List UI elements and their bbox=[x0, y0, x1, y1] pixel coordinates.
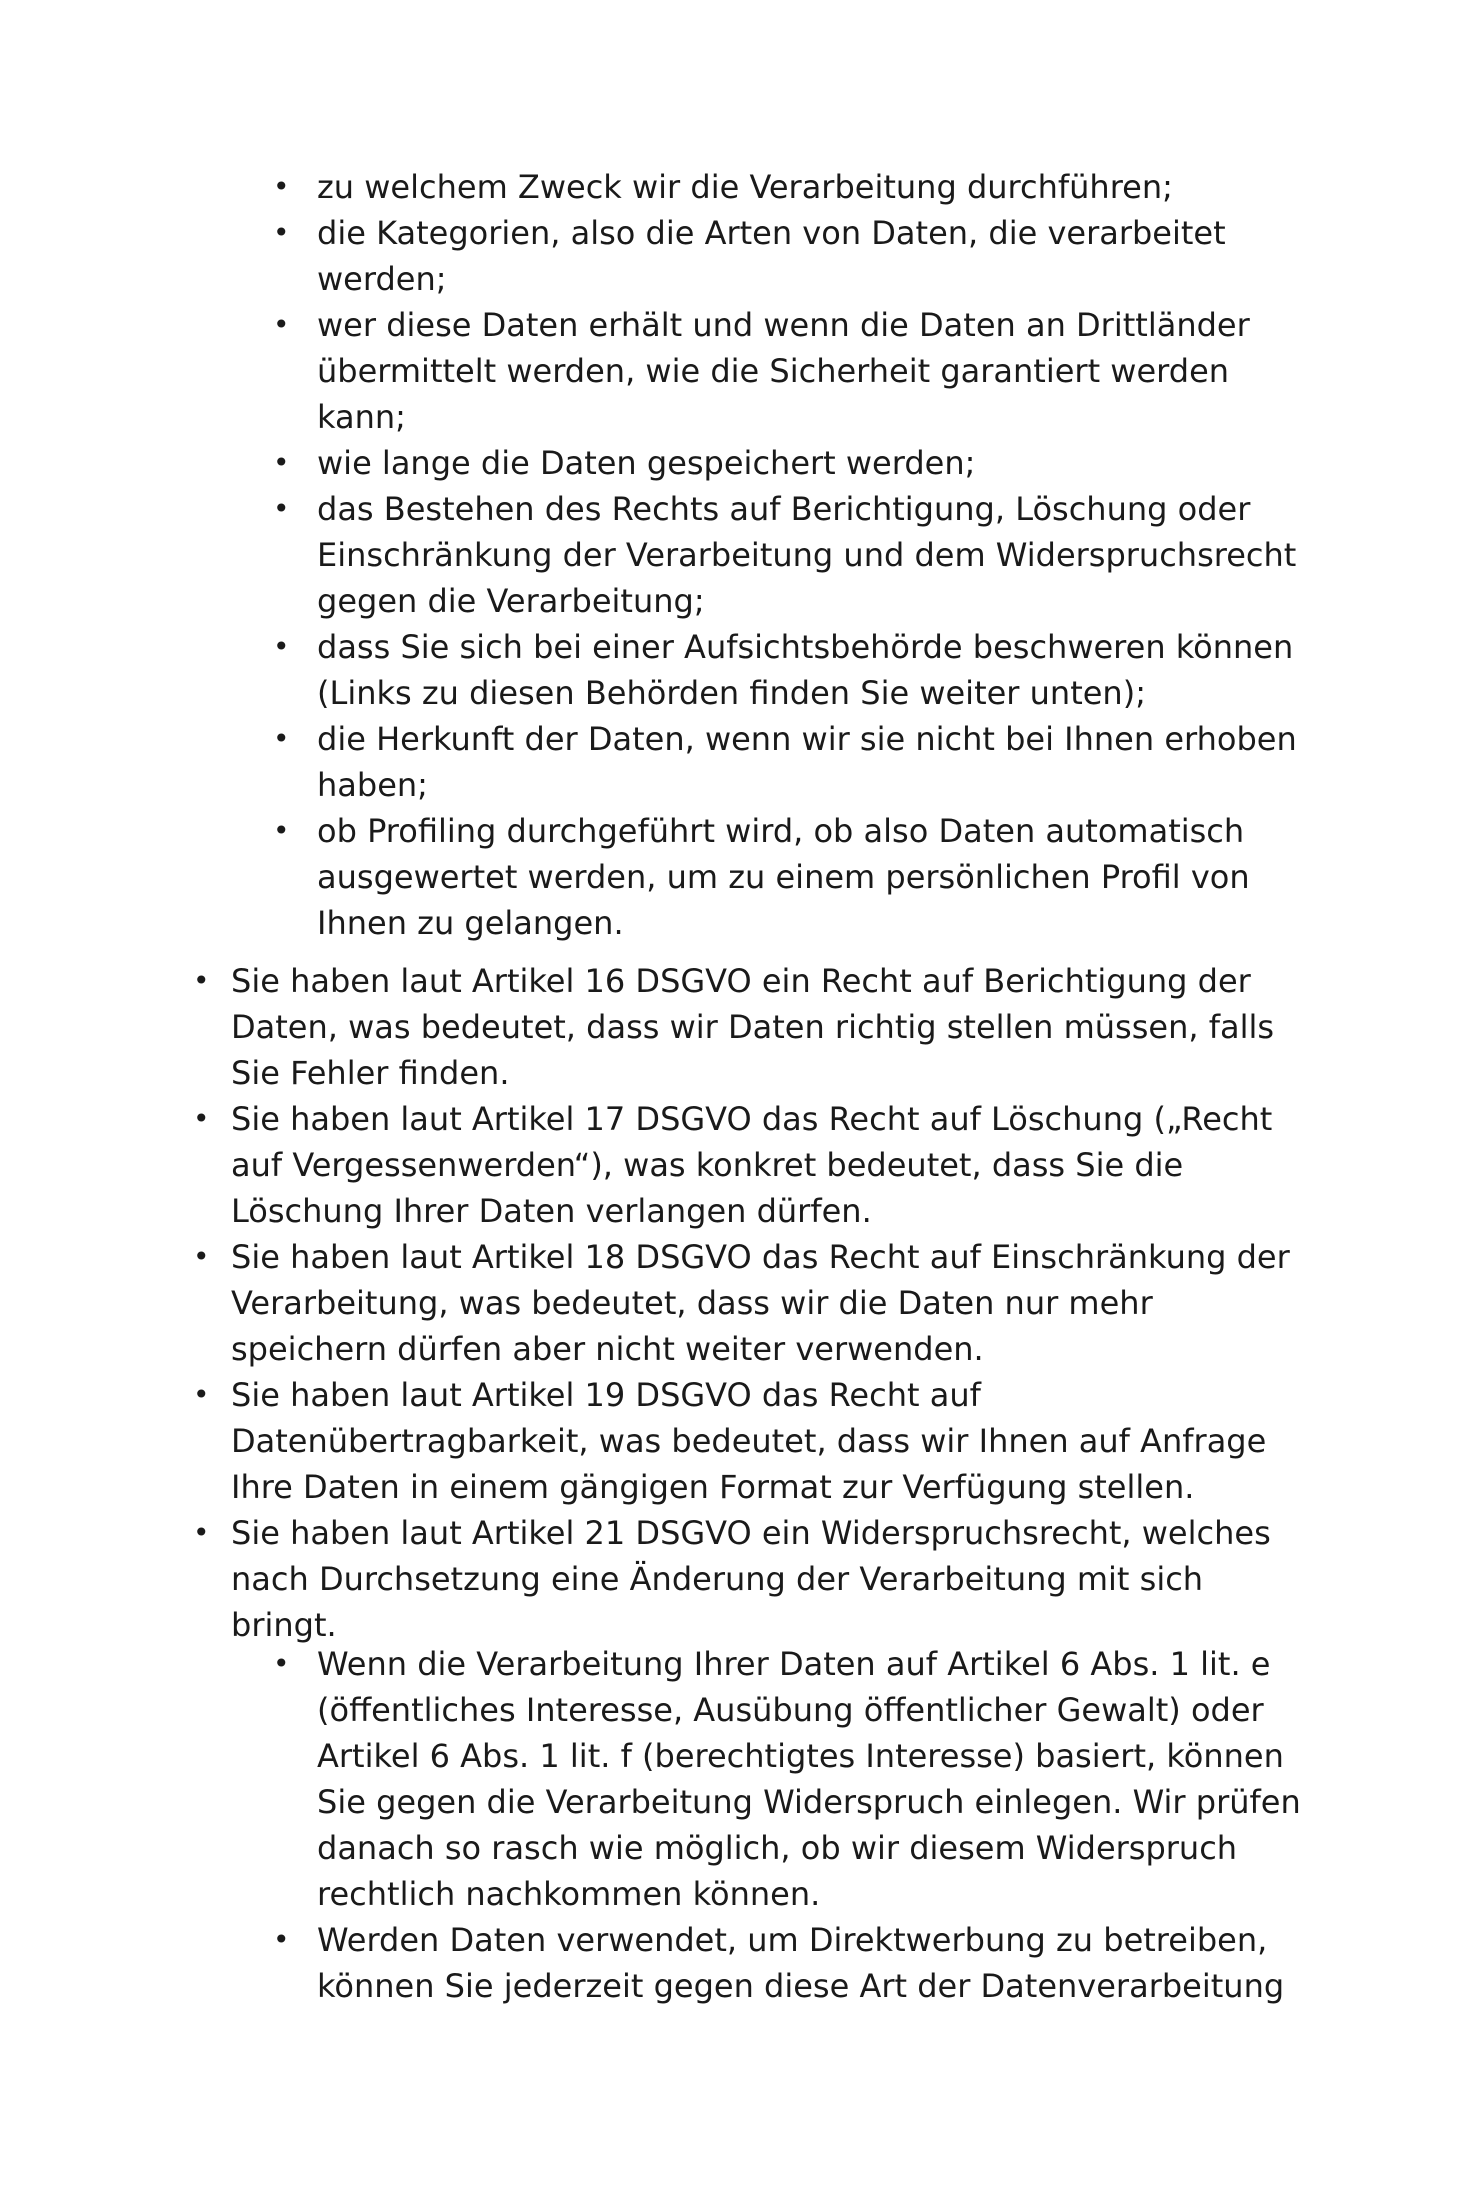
list-item: • zu welchem Zweck wir die Verarbeitung durchführen; bbox=[273, 164, 1313, 210]
list-item: • Werden Daten verwendet, um Direktwerbung zu betreiben, können Sie jederzeit gegen diese Art der Datenverarbeitung bbox=[273, 1917, 1313, 2009]
gdpr-rights-list bbox=[193, 958, 1313, 1648]
objection-detail-list bbox=[273, 1641, 1313, 2009]
list-item: • die Herkunft der Daten, wenn wir sie nicht bei Ihnen erhoben haben; bbox=[273, 716, 1313, 808]
list-item: • wer diese Daten erhält und wenn die Daten an Drittländer übermittelt werden, wie die Sicherheit garantiert werden kann; bbox=[273, 302, 1313, 440]
list-item: • ob Profiling durchgeführt wird, ob also Daten automatisch ausgewertet werden, um zu einem persönlichen Profil von Ihnen zu gelangen. bbox=[273, 808, 1313, 946]
list-item: • dass Sie sich bei einer Aufsichtsbehörde beschweren können (Links zu diesen Behörden finden Sie weiter unten); bbox=[273, 624, 1313, 716]
list-item: • Sie haben laut Artikel 17 DSGVO das Recht auf Löschung („Recht auf Vergessenwerden“), was konkret bedeutet, dass Sie die Löschung Ihrer Daten verlangen dürfen. bbox=[193, 1096, 1313, 1234]
list-item: • Sie haben laut Artikel 16 DSGVO ein Recht auf Berichtigung der Daten, was bedeutet, dass wir Daten richtig stellen müssen, falls Sie Fehler finden. bbox=[193, 958, 1313, 1096]
list-item: • Sie haben laut Artikel 21 DSGVO ein Widerspruchsrecht, welches nach Durchsetzung eine Änderung der Verarbeitung mit sich bringt. bbox=[193, 1510, 1313, 1648]
list-item: • Sie haben laut Artikel 18 DSGVO das Recht auf Einschränkung der Verarbeitung, was bedeutet, dass wir die Daten nur mehr speichern dürfen aber nicht weiter verwenden. bbox=[193, 1234, 1313, 1372]
rights-detail-list bbox=[273, 164, 1313, 946]
list-item: • das Bestehen des Rechts auf Berichtigung, Löschung oder Einschränkung der Verarbeitung und dem Widerspruchsrecht gegen die Verarbeitung; bbox=[273, 486, 1313, 624]
list-item: • Wenn die Verarbeitung Ihrer Daten auf Artikel 6 Abs. 1 lit. e (öffentliches Interesse, Ausübung öffentlicher Gewalt) oder Artikel 6 Abs. 1 lit. f (berechtigtes Interesse) basiert, können Sie gegen die Verarbeitung Widerspruch einlegen. Wir prüfen danach so rasch wie möglich, ob wir diesem Widerspruch rechtlich nachkommen können. bbox=[273, 1641, 1313, 1917]
list-item: • die Kategorien, also die Arten von Daten, die verarbeitet werden; bbox=[273, 210, 1313, 302]
list-item: • wie lange die Daten gespeichert werden; bbox=[273, 440, 1313, 486]
list-item: • Sie haben laut Artikel 19 DSGVO das Recht auf Datenübertragbarkeit, was bedeutet, dass wir Ihnen auf Anfrage Ihre Daten in einem gängigen Format zur Verfügung stellen. bbox=[193, 1372, 1313, 1510]
